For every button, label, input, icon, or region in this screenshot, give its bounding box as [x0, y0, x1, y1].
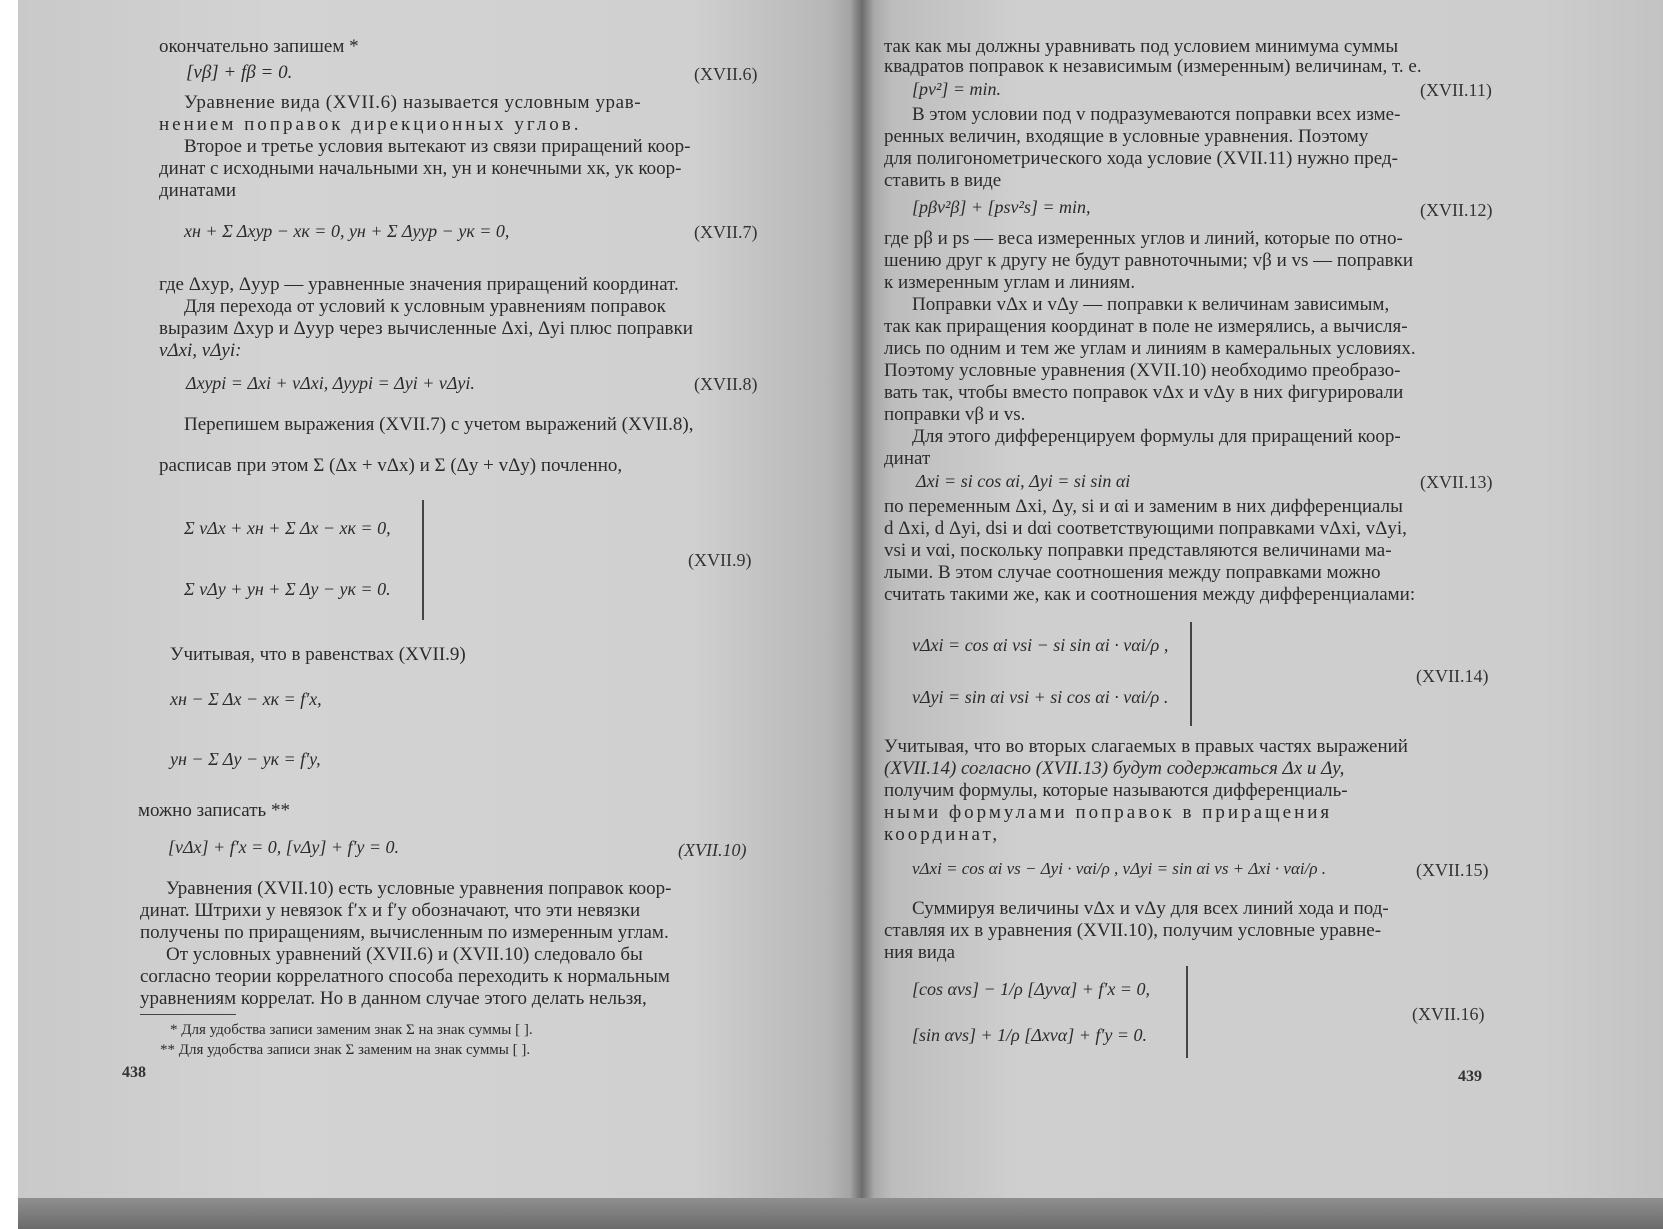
footnote: ** Для удобства записи знак Σ заменим на знак суммы [ ].	[160, 1042, 531, 1058]
text-line: ренных величин, входящие в условные уравнения. Поэтому	[884, 126, 1369, 147]
text-line: получим формулы, которые называются дифференциаль-	[884, 780, 1348, 801]
text-line: ставить в виде	[884, 170, 1002, 191]
text-line: ными формулами поправок в приращения	[884, 802, 1333, 823]
equation: vΔxi = cos αi vs − Δyi · vαi/ρ , vΔyi = sin αi vs + Δxi · vαi/ρ .	[912, 859, 1326, 878]
equation: [vΔx] + f′x = 0, [vΔy] + f′y = 0.	[168, 837, 400, 857]
equation-number: (XVII.13)	[1420, 472, 1493, 492]
text-line: Учитывая, что во вторых слагаемых в правых частях выражений	[884, 736, 1408, 757]
book-spine	[850, 0, 874, 1229]
text-line: где pβ и ps — веса измеренных углов и линий, которые по отно-	[884, 228, 1403, 249]
text-line: Суммируя величины vΔx и vΔy для всех линий хода и под-	[912, 898, 1389, 919]
text-line: квадратов поправок к независимым (измеренным) величинам, т. е.	[884, 56, 1422, 77]
text-line: Учитывая, что в равенствах (XVII.9)	[170, 644, 466, 665]
text-line: получены по приращениям, вычисленным по измеренным углам.	[140, 922, 669, 943]
text-line: динат. Штрихи у невязок f′x и f′y обозначают, что эти невязки	[140, 900, 641, 921]
equation: [pβv²β] + [psv²s] = min,	[912, 197, 1091, 217]
equation: [vβ] + fβ = 0.	[186, 62, 293, 83]
system-brace	[1186, 966, 1188, 1058]
text-line: лись по одним и тем же углам и линиям в камеральных условиях.	[884, 338, 1416, 359]
text-line: нением поправок дирекционных углов.	[159, 114, 582, 135]
equation: [sin αvs] + 1/ρ [Δxvα] + f′y = 0.	[912, 1025, 1147, 1045]
text-line: В этом условии под v подразумеваются поправки всех изме-	[912, 104, 1401, 125]
text-line: Второе и третье условия вытекают из связи приращений коор-	[184, 136, 691, 157]
text-line: Перепишем выражения (XVII.7) с учетом выражений (XVII.8),	[184, 414, 694, 435]
equation-number: (XVII.14)	[1416, 666, 1489, 686]
equation: Σ vΔx + xн + Σ Δx − xк = 0,	[184, 518, 391, 538]
equation-number: (XVII.15)	[1416, 860, 1489, 880]
text-line: так как мы должны уравнивать под условием минимума суммы	[884, 36, 1399, 57]
equation-number: (XVII.9)	[688, 550, 752, 570]
text-line: vsi и vαi, поскольку поправки представляются величинами ма-	[884, 540, 1392, 561]
text-line: так как приращения координат в поле не измерялись, а вычисля-	[884, 316, 1408, 337]
text-line: расписав при этом Σ (Δx + vΔx) и Σ (Δy + vΔy) почленно,	[159, 455, 623, 476]
text-line: Поэтому условные уравнения (XVII.10) необходимо преобразо-	[884, 360, 1401, 381]
text-line: к измеренным углам и линиям.	[884, 272, 1136, 293]
text-line: окончательно запишем *	[159, 36, 359, 57]
system-brace	[422, 500, 424, 620]
text-line: динат	[884, 448, 931, 469]
text-line: ния вида	[884, 942, 956, 963]
text-line: Поправки vΔx и vΔy — поправки к величинам зависимым,	[912, 294, 1390, 315]
table-surface	[18, 1198, 1663, 1229]
equation-number: (XVII.16)	[1412, 1004, 1485, 1024]
text-line: считать такими же, как и соотношения между дифференциалами:	[884, 584, 1416, 605]
equation: [pv²] = min.	[912, 79, 1002, 99]
text-line: по переменным Δxi, Δy, si и αi и заменим в них дифференциалы	[884, 496, 1403, 517]
text-line: согласно теории коррелатного способа переходить к нормальным	[140, 966, 670, 987]
text-line: координат,	[884, 824, 1001, 845]
book-spread	[18, 0, 1663, 1229]
text-line: Уравнения (XVII.10) есть условные уравнения поправок коор-	[166, 878, 672, 899]
text-line: d Δxi, d Δyi, dsi и dαi соответствующими поправками vΔxi, vΔyi,	[884, 518, 1407, 539]
equation-number: (XVII.8)	[694, 374, 758, 394]
right-page	[860, 0, 1663, 1229]
text-line: для полигонометрического хода условие (XVII.11) нужно пред-	[884, 148, 1398, 169]
text-line: Для этого дифференцируем формулы для приращений коор-	[912, 426, 1401, 447]
text-line: шению друг к другу не будут равноточными; vβ и vs — поправки	[884, 250, 1414, 271]
text-line: лыми. В этом случае соотношения между поправками можно	[884, 562, 1381, 583]
equation: xн + Σ Δxур − xк = 0, yн + Σ Δyур − yк = 0,	[184, 221, 510, 241]
text-line: где Δxур, Δyур — уравненные значения приращений координат.	[159, 274, 679, 295]
text-line: Уравнение вида (XVII.6) называется условным урав-	[184, 92, 642, 113]
equation: xн − Σ Δx − xк = f′x,	[170, 689, 322, 709]
equation: Σ vΔy + yн + Σ Δy − yк = 0.	[184, 579, 391, 599]
text-line: vΔxi, vΔyi:	[159, 340, 242, 361]
equation: Δxi = si cos αi, Δyi = si sin αi	[916, 471, 1131, 491]
text-line: вать так, чтобы вместо поправок vΔx и vΔy в них фигурировали	[884, 382, 1404, 403]
page-number: 439	[1458, 1068, 1482, 1085]
text-line: Для перехода от условий к условным уравнениям поправок	[184, 296, 666, 317]
text-line: (XVII.14) согласно (XVII.13) будут содержаться Δx и Δy,	[884, 758, 1345, 779]
text-line: можно записать **	[138, 800, 290, 821]
left-page	[18, 0, 860, 1229]
equation: Δxурi = Δxi + vΔxi, Δyурi = Δyi + vΔyi.	[186, 373, 475, 393]
equation-number: (XVII.12)	[1420, 200, 1493, 220]
text-line: поправки vβ и vs.	[884, 404, 1026, 425]
equation-number: (XVII.7)	[694, 222, 758, 242]
equation: vΔyi = sin αi vsi + si cos αi · vαi/ρ .	[912, 687, 1169, 707]
equation-number: (XVII.10)	[678, 840, 747, 860]
equation: [cos αvs] − 1/ρ [Δyvα] + f′x = 0,	[912, 979, 1150, 999]
text-line: ставляя их в уравнения (XVII.10), получим условные уравне-	[884, 920, 1382, 941]
text-line: От условных уравнений (XVII.6) и (XVII.10) следовало бы	[166, 944, 643, 965]
text-line: выразим Δxур и Δyур через вычисленные Δxi, Δyi плюс поправки	[159, 318, 693, 339]
equation: vΔxi = cos αi vsi − si sin αi · vαi/ρ ,	[912, 635, 1169, 655]
system-brace	[1190, 622, 1192, 726]
footnote-rule	[140, 1014, 236, 1015]
text-line: динат с исходными начальными xн, yн и конечными xк, yк коор-	[159, 158, 682, 179]
footnote: * Для удобства записи заменим знак Σ на знак суммы [ ].	[170, 1022, 533, 1038]
equation-number: (XVII.11)	[1420, 80, 1492, 100]
text-line: динатами	[159, 180, 237, 201]
text-line: уравнениям коррелат. Но в данном случае этого делать нельзя,	[140, 988, 647, 1009]
page-number: 438	[122, 1064, 146, 1081]
equation-number: (XVII.6)	[694, 64, 758, 84]
equation: yн − Σ Δy − yк = f′y,	[170, 749, 321, 769]
